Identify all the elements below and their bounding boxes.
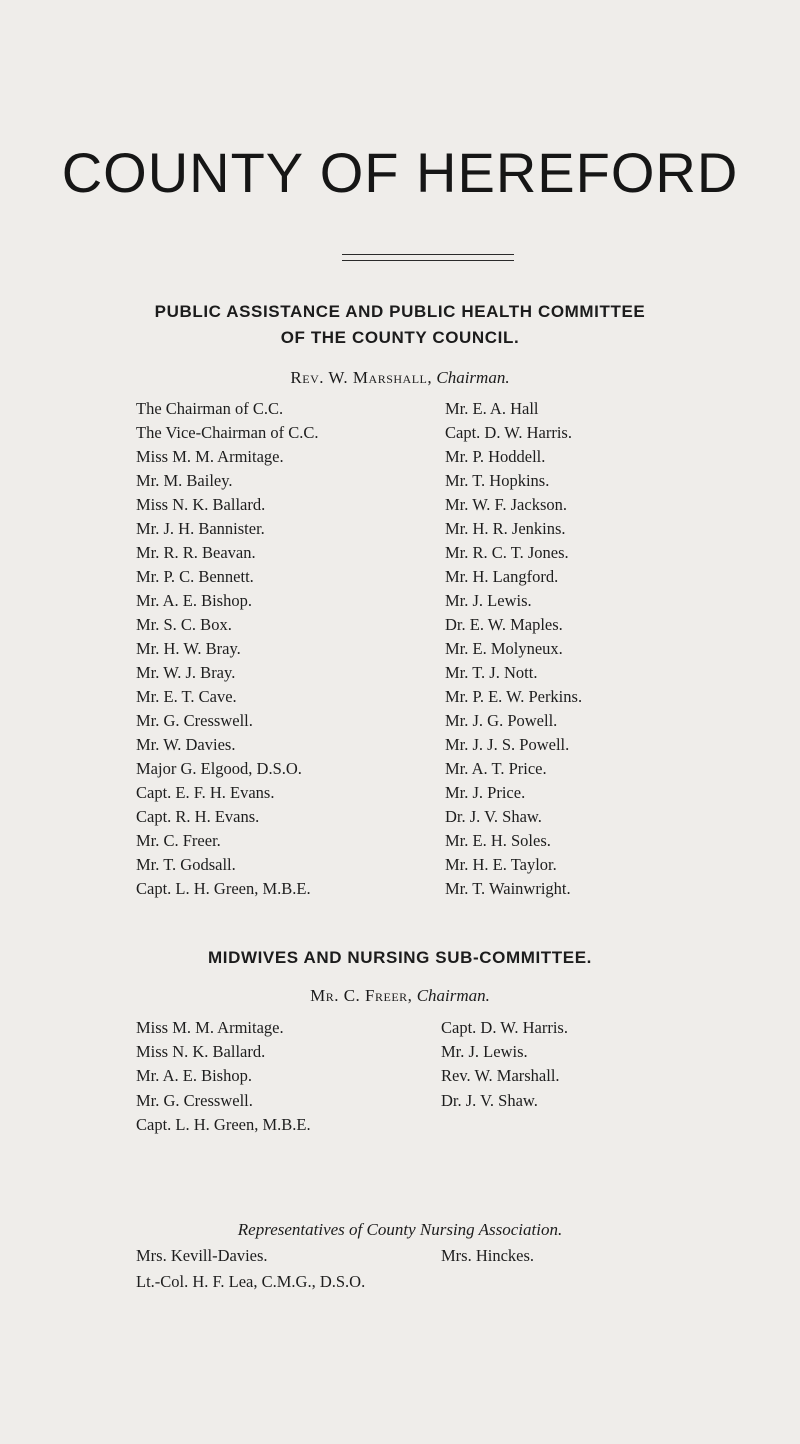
member-name: Mr. H. W. Bray. (136, 639, 241, 658)
member-name: Mr. E. T. Cave. (136, 687, 237, 706)
member-name: Mr. A. E. Bishop. (136, 1066, 252, 1086)
committee-heading: PUBLIC ASSISTANCE AND PUBLIC HEALTH COMMITTEE (154, 302, 646, 321)
representative-lea: Lt.-Col. H. F. Lea, C.M.G., D.S.O. (136, 1272, 366, 1291)
member-name: Mr. G. Cresswell. (136, 1090, 253, 1110)
subcommittee-members-right (441, 1016, 568, 1113)
member-name: Capt. L. H. Green, M.B.E. (136, 1114, 311, 1134)
member-name: Mr. H. Langford. (445, 567, 559, 586)
member-name: Major G. Elgood, D.S.O. (136, 759, 302, 778)
member-name: Mr. H. R. Jenkins. (445, 519, 566, 538)
member-name: Mr. W. Davies. (136, 735, 236, 754)
member-name: Mr. T. Godsall. (136, 855, 236, 874)
subcommittee-heading: MIDWIVES AND NURSING SUB-COMMITTEE. (208, 948, 592, 967)
member-name: Mr. R. R. Beavan. (136, 543, 256, 562)
member-name: Miss M. M. Armitage. (136, 447, 284, 466)
member-name: Mr. A. E. Bishop. (136, 591, 252, 610)
member-name: The Vice-Chairman of C.C. (136, 423, 319, 442)
member-name: Mr. P. C. Bennett. (136, 567, 254, 586)
member-name: Mr. P. E. W. Perkins. (445, 687, 583, 706)
member-name: Mr. J. H. Bannister. (136, 519, 265, 538)
member-name: Capt. D. W. Harris. (441, 1018, 568, 1037)
member-name: Miss N. K. Ballard. (136, 1042, 266, 1062)
committee-chairman-line (0, 368, 800, 388)
member-name: Dr. J. V. Shaw. (445, 807, 542, 826)
member-name: Mr. W. J. Bray. (136, 663, 236, 682)
member-name: Mr. J. G. Powell. (445, 711, 558, 730)
subcommittee-chairman-name: Mr. C. Freer, (310, 986, 413, 1005)
member-name: Dr. E. W. Maples. (445, 615, 563, 634)
representative-hinckes: Mrs. Hinckes. (441, 1246, 535, 1265)
member-name: Capt. R. H. Evans. (136, 807, 260, 826)
member-name: Mr. H. E. Taylor. (445, 855, 557, 874)
member-name: Mr. T. Hopkins. (445, 471, 550, 490)
committee-chairman-role: Chairman. (436, 368, 510, 387)
title-double-rule (342, 254, 514, 261)
member-name: Mr. T. Wainwright. (445, 879, 571, 898)
subcommittee-members-left (136, 1016, 311, 1137)
member-name: Mr. E. Molyneux. (445, 639, 563, 658)
member-name: Mr. S. C. Box. (136, 615, 232, 634)
member-name: Capt. E. F. H. Evans. (136, 783, 275, 802)
member-name: Capt. L. H. Green, M.B.E. (136, 879, 311, 898)
committee-members-right (445, 397, 582, 901)
member-name: Capt. D. W. Harris. (445, 423, 572, 442)
member-name: Mr. A. T. Price. (445, 759, 547, 778)
page-title: COUNTY OF HEREFORD (61, 141, 739, 204)
member-name: Mr. G. Cresswell. (136, 711, 253, 730)
member-name: Rev. W. Marshall. (441, 1066, 560, 1086)
member-name: Mr. R. C. T. Jones. (445, 543, 569, 562)
committee-members-left (136, 397, 318, 901)
member-name: Mr. C. Freer. (136, 831, 221, 850)
member-name: Miss N. K. Ballard. (136, 495, 266, 514)
committee-subheading: OF THE COUNTY COUNCIL. (280, 328, 520, 347)
representatives-heading: Representatives of County Nursing Association. (237, 1220, 563, 1239)
member-name: The Chairman of C.C. (136, 399, 284, 418)
member-name: Mr. M. Bailey. (136, 471, 233, 490)
member-name: Mr. P. Hoddell. (445, 447, 546, 466)
subcommittee-chairman-role: Chairman. (416, 986, 490, 1005)
member-name: Mr. J. Lewis. (445, 591, 532, 610)
member-name: Miss M. M. Armitage. (136, 1018, 284, 1037)
member-name: Mr. J. J. S. Powell. (445, 735, 570, 754)
representative-kevill-davies: Mrs. Kevill-Davies. (136, 1246, 268, 1265)
member-name: Mr. W. F. Jackson. (445, 495, 567, 514)
member-name: Mr. J. Lewis. (441, 1042, 528, 1062)
member-name: Mr. E. A. Hall (445, 399, 539, 418)
subcommittee-chairman-line (0, 986, 800, 1006)
member-name: Mr. T. J. Nott. (445, 663, 538, 682)
committee-chairman-name: Rev. W. Marshall, (290, 368, 433, 387)
member-name: Dr. J. V. Shaw. (441, 1090, 538, 1110)
member-name: Mr. J. Price. (445, 783, 526, 802)
member-name: Mr. E. H. Soles. (445, 831, 551, 850)
